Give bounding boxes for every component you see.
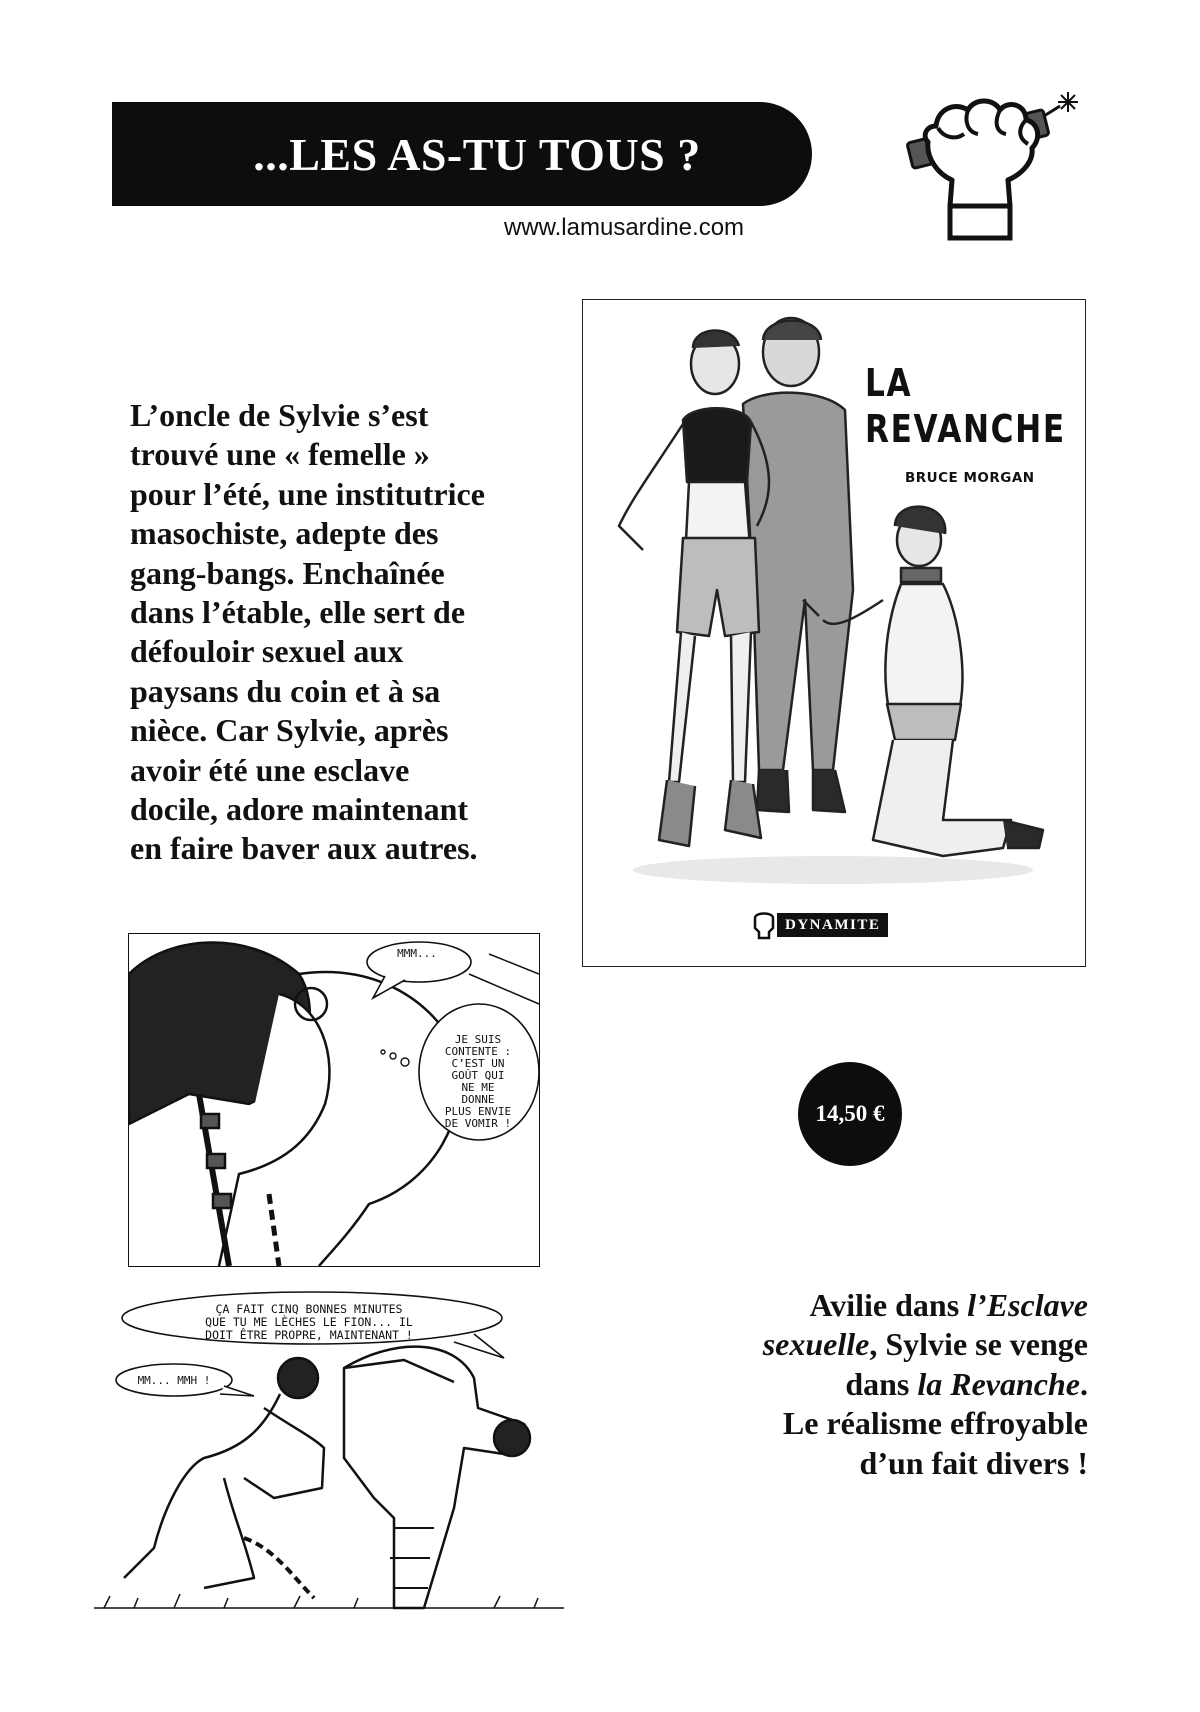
blurb-line: masochiste, adepte des xyxy=(130,515,439,552)
bubble-line: QUE TU ME LÈCHES LE FION... IL xyxy=(205,1315,413,1329)
tagline-book-title: sexuelle xyxy=(762,1326,870,1363)
header-banner xyxy=(112,102,812,206)
blurb-line: paysans du coin et à sa xyxy=(130,672,441,709)
bubble-line: CONTENTE : xyxy=(444,1045,512,1058)
cover-title-line: REVANCHE xyxy=(865,407,1066,451)
blurb-line: docile, adore maintenant xyxy=(130,791,469,828)
blurb-line: trouvé une « femelle » xyxy=(130,436,430,473)
tagline-text: , Sylvie se venge xyxy=(869,1326,1088,1363)
blurb-line: nièce. Car Sylvie, après xyxy=(130,712,449,749)
blurb-line: pour l’été, une institutrice xyxy=(130,475,485,512)
cover-title xyxy=(865,360,1066,452)
speech-bubble: MM... MMH ! xyxy=(137,1374,211,1387)
blurb-line: gang-bangs. Enchaînée xyxy=(130,554,445,591)
book-blurb xyxy=(130,396,570,869)
tagline-book-title: la Revanche xyxy=(917,1365,1080,1402)
cover-author: BRUCE MORGAN xyxy=(905,470,1035,486)
comic-panel-1 xyxy=(128,933,540,1267)
cover-title-line: LA xyxy=(865,361,913,405)
blurb-line: dans l’étable, elle sert de xyxy=(130,594,466,631)
book-tagline xyxy=(600,1286,1088,1483)
tagline-text: . xyxy=(1080,1365,1088,1402)
bubble-line: C’EST UN xyxy=(451,1057,505,1070)
bubble-line: PLUS ENVIE xyxy=(444,1105,512,1118)
tagline-text: Le réalisme effroyable xyxy=(782,1405,1088,1442)
tagline-book-title: l’Esclave xyxy=(967,1287,1088,1323)
tagline-text: dans xyxy=(845,1365,918,1402)
banner-title: ...LES AS-TU TOUS ? xyxy=(253,128,701,180)
bubble-line: DONNE xyxy=(461,1093,495,1106)
book-cover[interactable] xyxy=(582,299,1086,967)
bubble-line: GOÛT QUI xyxy=(451,1069,505,1082)
website-url[interactable]: www.lamusardine.com xyxy=(503,214,745,241)
fist-dynamite-icon xyxy=(898,88,1098,246)
thought-bubble xyxy=(425,1034,531,1130)
tagline-text: Avilie dans xyxy=(809,1287,968,1323)
speech-bubble: MMM... xyxy=(397,947,437,960)
publisher-logo xyxy=(751,910,888,940)
bubble-line: ÇA FAIT CINQ BONNES MINUTES xyxy=(215,1302,403,1316)
blurb-line: défouloir sexuel aux xyxy=(130,633,404,670)
blurb-line: avoir été une esclave xyxy=(130,751,410,788)
bubble-line: JE SUIS xyxy=(454,1033,502,1046)
bubble-line: DE VOMIR ! xyxy=(444,1117,512,1130)
bubble-line: DOIT ÊTRE PROPRE, MAINTENANT ! xyxy=(205,1328,413,1342)
price-badge: 14,50 € xyxy=(798,1062,902,1166)
publisher-name: DYNAMITE xyxy=(777,913,888,937)
speech-bubble xyxy=(154,1303,464,1342)
fist-icon xyxy=(751,910,777,940)
blurb-line: L’oncle de Sylvie s’est xyxy=(130,397,429,433)
tagline-text: d’un fait divers ! xyxy=(859,1444,1088,1481)
blurb-line: en faire baver aux autres. xyxy=(130,830,478,867)
comic-panel-2 xyxy=(94,1278,564,1618)
bubble-line: NE ME xyxy=(461,1081,495,1094)
